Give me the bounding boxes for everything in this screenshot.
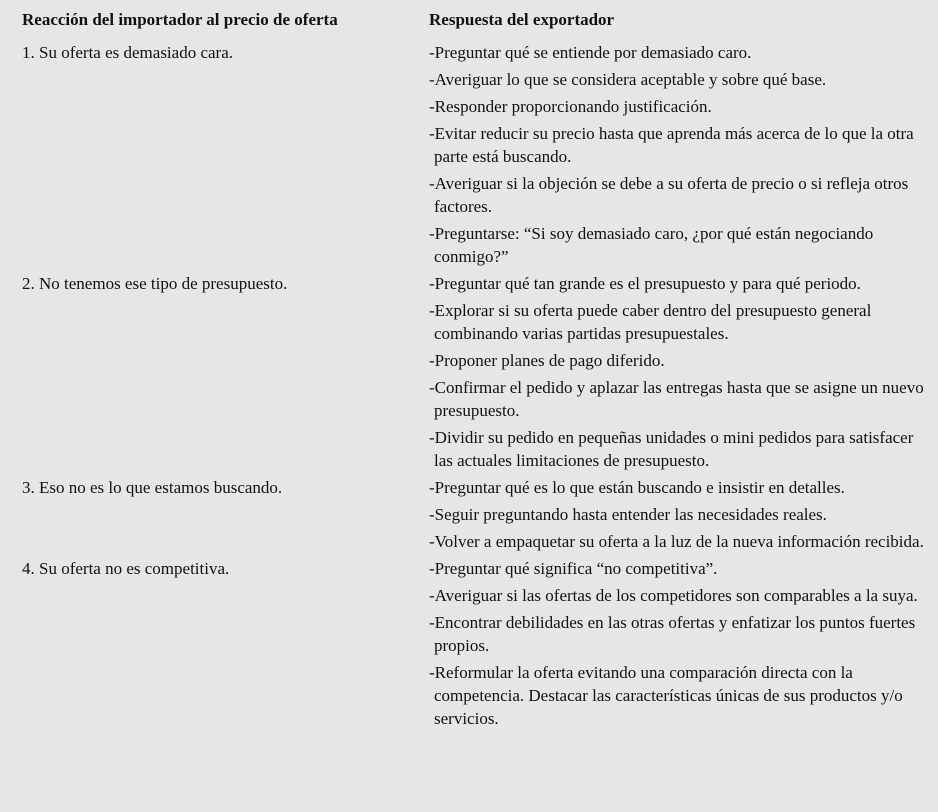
response-item: -Volver a empaquetar su oferta a la luz de la nueva información recibida. [429,532,924,551]
response-item: -Averiguar lo que se considera aceptable y sobre qué base. [429,70,827,89]
responses-cell [429,557,929,734]
response-item: -Dividir su pedido en pequeñas unidades o mini pedidos para satisfacer las actuales limitaciones de presupuesto. [429,428,914,470]
response-item: -Averiguar si las ofertas de los competidores son comparables a la suya. [429,586,918,605]
header-exporter-response: Respuesta del exportador [429,10,615,29]
response-item: -Preguntar qué significa “no competitiva”. [429,559,718,578]
response-item: -Confirmar el pedido y aplazar las entregas hasta que se asigne un nuevo presupuesto. [429,378,924,420]
table-header [0,8,938,32]
table-body [0,41,938,734]
response-item: -Reformular la oferta evitando una comparación directa con la competencia. Destacar las características únicas de sus productos y/o servicios. [429,663,903,728]
response-item: -Explorar si su oferta puede caber dentro del presupuesto general combinando varias partidas presupuestales. [429,301,872,343]
response-item: -Preguntar qué es lo que están buscando e insistir en detalles. [429,478,845,497]
response-item: -Averiguar si la objeción se debe a su oferta de precio o si refleja otros factores. [429,174,909,216]
responses-cell [429,476,929,557]
response-item: -Preguntar qué tan grande es el presupuesto y para qué periodo. [429,274,861,293]
table-row [0,272,938,476]
response-item: -Preguntarse: “Si soy demasiado caro, ¿por qué están negociando conmigo?” [429,224,874,266]
response-item: -Responder proporcionando justificación. [429,97,712,116]
response-item: -Evitar reducir su precio hasta que aprenda más acerca de lo que la otra parte está buscando. [429,124,914,166]
reaction-cell: 3. Eso no es lo que estamos buscando. [22,478,283,497]
reaction-cell: 2. No tenemos ese tipo de presupuesto. [22,274,288,293]
reaction-cell: 1. Su oferta es demasiado cara. [22,43,233,62]
table-row [0,557,938,734]
response-item: -Seguir preguntando hasta entender las necesidades reales. [429,505,827,524]
response-item: -Proponer planes de pago diferido. [429,351,665,370]
responses-cell [429,41,929,272]
header-importer-reaction: Reacción del importador al precio de oferta [22,10,338,29]
response-item: -Encontrar debilidades en las otras ofertas y enfatizar los puntos fuertes propios. [429,613,916,655]
response-item: -Preguntar qué se entiende por demasiado caro. [429,43,752,62]
reaction-cell: 4. Su oferta no es competitiva. [22,559,230,578]
responses-cell [429,272,929,476]
table-row [0,41,938,272]
table-row [0,476,938,557]
